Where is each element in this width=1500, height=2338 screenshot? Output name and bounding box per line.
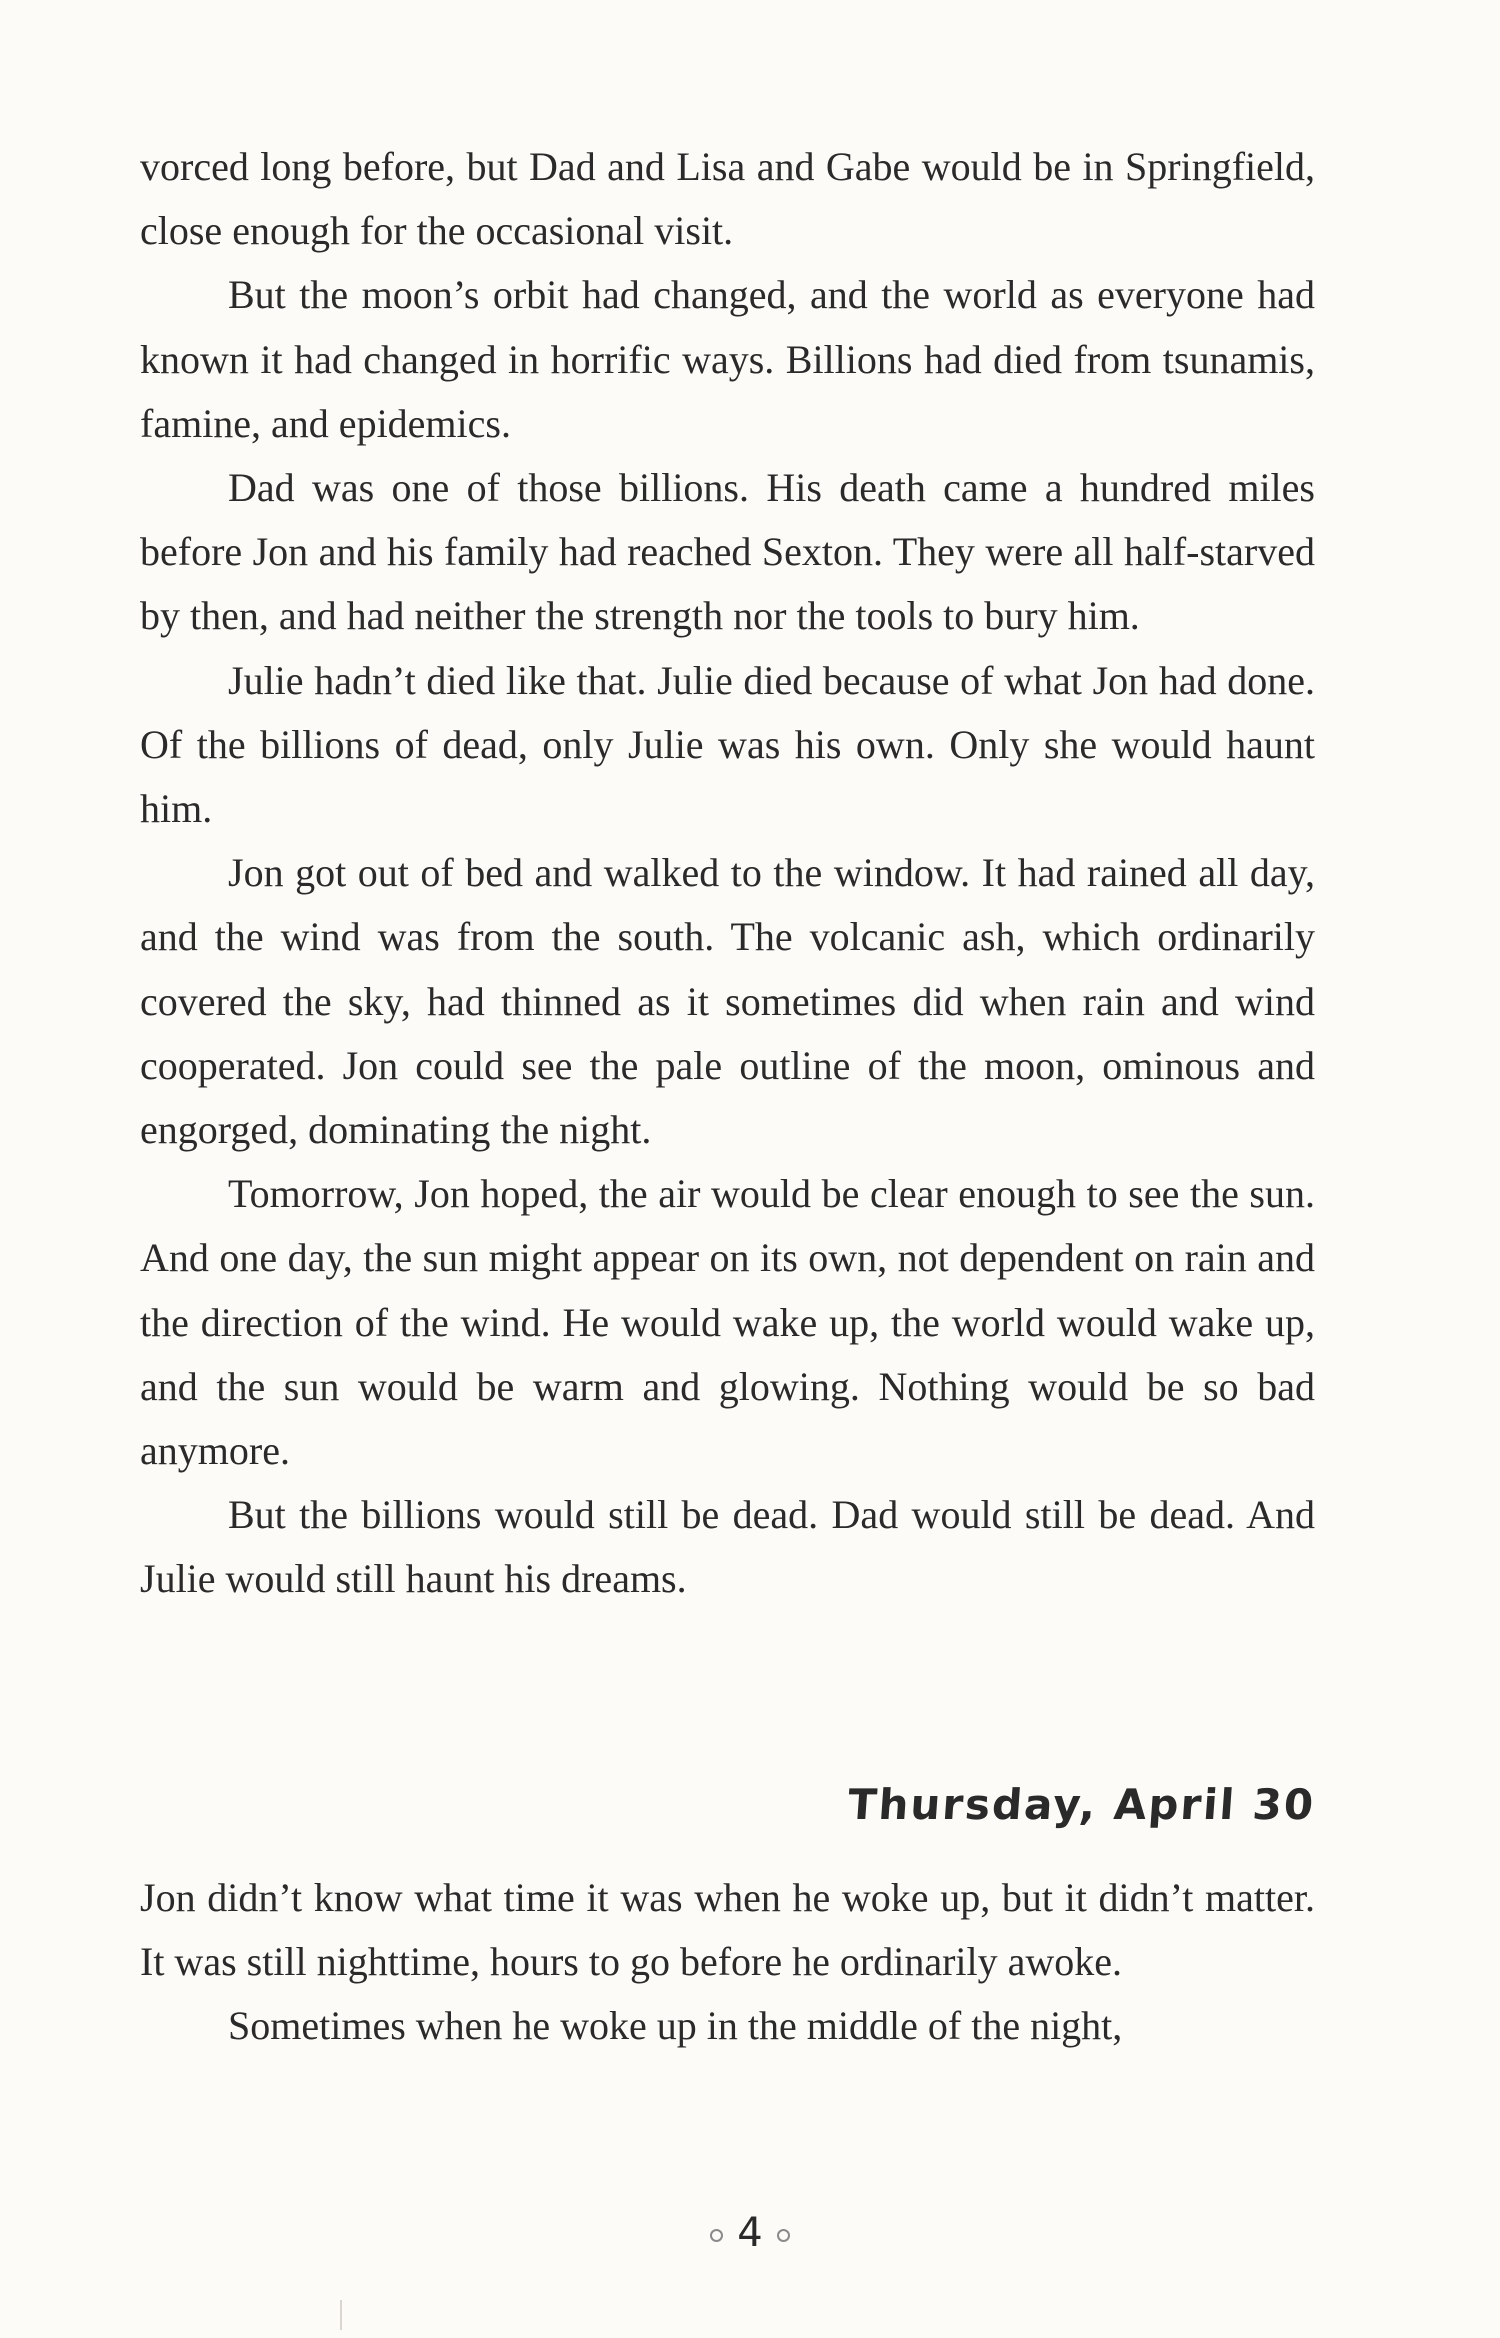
paragraph: vorced long before, but Dad and Lisa and Gabe would be in Springfield, close enough for the occasional visit. — [140, 144, 1315, 254]
body-text-top — [140, 135, 1315, 1612]
section-date-heading: Thursday, April 30 — [846, 1780, 1317, 1829]
paragraph: Julie hadn’t died like that. Julie died because of what Jon had done. Of the billions of dead, only Julie was his own. Only she would haunt him. — [140, 657, 1315, 832]
body-text-bottom — [140, 1866, 1315, 2059]
paragraph: Jon got out of bed and walked to the window. It had rained all day, and the wind was from the south. The volcanic ash, which ordinarily covered the sky, had thinned as it sometimes did when rain and wind cooperated. Jon could see the pale outline of the moon, ominous and engorged, dominating the night. — [140, 850, 1315, 1153]
page-number-footer — [0, 2210, 1500, 2256]
paragraph: Jon didn’t know what time it was when he woke up, but it didn’t matter. It was still nighttime, hours to go before he ordinarily awoke. — [140, 1875, 1315, 1985]
ornament-dot-icon — [710, 2229, 723, 2242]
paragraph: Sometimes when he woke up in the middle of the night, — [228, 2003, 1123, 2049]
paragraph: Tomorrow, Jon hoped, the air would be clear enough to see the sun. And one day, the sun might appear on its own, not dependent on rain and the direction of the wind. He would wake up, the world would wake up, and the sun would be warm and glowing. Nothing would be so bad anymore. — [140, 1171, 1315, 1474]
page-number: 4 — [737, 2210, 763, 2256]
paragraph: Dad was one of those billions. His death came a hundred miles before Jon and his family had reached Sexton. They were all half-starved by then, and had neither the strength nor the tools to bury him. — [140, 465, 1315, 639]
ornament-dot-icon — [777, 2229, 790, 2242]
scan-mark — [340, 2300, 342, 2330]
paragraph: But the moon’s orbit had changed, and the world as everyone had known it had changed in horrific ways. Billions had died from tsunamis, famine, and epidemics. — [140, 272, 1315, 446]
paragraph: But the billions would still be dead. Dad would still be dead. And Julie would still haunt his dreams. — [140, 1492, 1315, 1602]
